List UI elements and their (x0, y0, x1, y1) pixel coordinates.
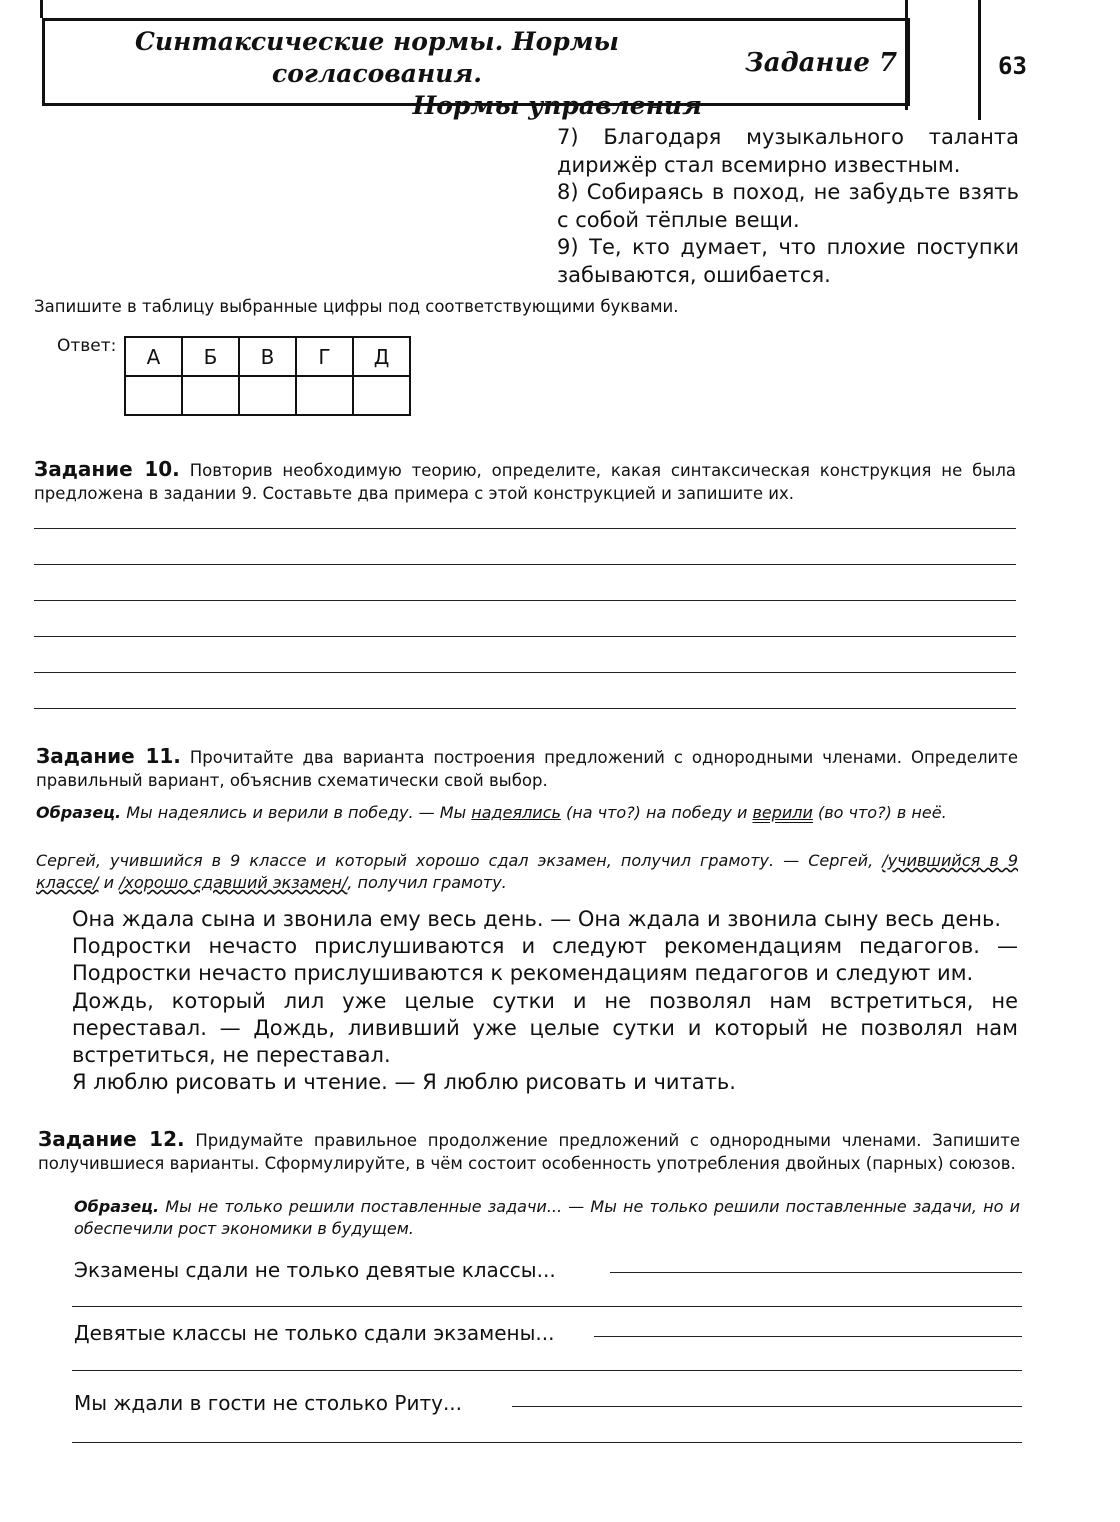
prompt-sentence: Мы ждали в гости не столько Риту... (74, 1391, 463, 1415)
sample-text: и (103, 873, 115, 892)
task-heading: Задание 11. (36, 744, 181, 768)
instruction: Запишите в таблицу выбранные цифры под соответствующими буквами. (34, 297, 679, 316)
task-text: Прочитайте два варианта построения предложений с однородными членами. Определите правильный вариант, объяснив схематически свой выбор. (36, 748, 1018, 790)
answer-cell[interactable] (353, 376, 410, 415)
header-task-label: Задание 7 (745, 48, 898, 78)
answer-line[interactable] (34, 528, 1016, 529)
task-text: Придумайте правильное продолжение предложений с однородными членами. Запишите получившиеся варианты. Сформулируйте, в чём состоит особенность употребления двойных (парных) союзов. (38, 1131, 1020, 1173)
sample-text: Мы не только решили поставленные задачи... — Мы не только решили поставленные задачи, но и обеспечили рост экономики в будущем. (74, 1197, 1020, 1238)
answer-header: Г (296, 337, 353, 376)
sample-label: Образец. (36, 803, 122, 822)
sample-underlined: верили (752, 803, 813, 822)
task-heading: Задание 12. (38, 1127, 185, 1151)
task11-sample (36, 802, 1018, 824)
answer-line[interactable] (34, 564, 1016, 565)
sample-underlined: /учившийся в 9 классе/ (36, 851, 1019, 892)
sentence: Она ждала сына и звонила ему весь день. — Она ждала и звонила сыну весь день. (72, 907, 1002, 931)
answer-line[interactable] (34, 708, 1016, 709)
sample-text: (во что?) в неё. (817, 803, 947, 822)
answer-line[interactable] (72, 1370, 1022, 1371)
list-item: 9) Те, кто думает, что плохие поступки забываются, ошибается. (557, 235, 1019, 287)
answer-cell[interactable] (182, 376, 239, 415)
answer-line[interactable] (594, 1336, 1022, 1337)
task-heading: Задание 10. (34, 457, 180, 481)
prompt-sentence: Экзамены сдали не только девятые классы... (74, 1258, 556, 1282)
answer-cell[interactable] (296, 376, 353, 415)
answer-cell[interactable] (125, 376, 182, 415)
answer-line[interactable] (610, 1272, 1022, 1273)
answer-header: Д (353, 337, 410, 376)
sample-underlined: /хорошо сдавший экзамен/ (119, 873, 348, 892)
answer-label: Ответ: (57, 336, 117, 356)
page-title (52, 26, 702, 122)
task10 (34, 458, 1016, 505)
sentence: Я люблю рисовать и чтение. — Я люблю рисовать и читать. (72, 1070, 736, 1094)
answer-table (124, 336, 411, 416)
answer-line[interactable] (34, 600, 1016, 601)
task12-sample (74, 1196, 1020, 1240)
title-line-2: Нормы управления (412, 91, 702, 120)
items-list (557, 124, 1019, 289)
answer-line[interactable] (72, 1442, 1022, 1443)
page-edge-rule (978, 0, 981, 120)
answer-header: А (125, 337, 182, 376)
list-item: 7) Благодаря музыкального таланта дирижёр стал всемирно известным. (557, 125, 1019, 177)
sentence: Дождь, который лил уже целые сутки и не позволял нам встретиться, не переставал. — Дождь, лививший уже целые сутки и который не позволял нам встретиться, не переставал. (72, 989, 1018, 1068)
sample-label: Образец. (74, 1197, 160, 1216)
sample-text: Мы надеялись и верили в победу. — Мы (126, 803, 467, 822)
sample-text: , получил грамоту. (347, 873, 507, 892)
prompt-sentence: Девятые классы не только сдали экзамены... (74, 1321, 555, 1345)
task11-sample-2 (36, 850, 1018, 894)
page-edge-rule (40, 0, 43, 18)
task11 (36, 745, 1018, 792)
sample-underlined: надеялись (471, 803, 561, 822)
task-text: Повторив необходимую теорию, определите, какая синтаксическая конструкция не была предложена в задании 9. Составьте два примера с этой конструкцией и запишите их. (34, 461, 1016, 503)
task12 (38, 1128, 1020, 1175)
answer-header: В (239, 337, 296, 376)
list-item: 8) Собираясь в поход, не забудьте взять с собой тёплые вещи. (557, 180, 1019, 232)
sample-text: Сергей, учившийся в 9 классе и который хорошо сдал экзамен, получил грамоту. — Сергей, (36, 851, 874, 870)
title-line-1: Синтаксические нормы. Нормы согласования. (135, 27, 619, 88)
page-number: 63 (998, 52, 1027, 80)
answer-line[interactable] (512, 1406, 1022, 1407)
answer-header: Б (182, 337, 239, 376)
answer-line[interactable] (72, 1306, 1022, 1307)
answer-line[interactable] (34, 636, 1016, 637)
sentence: Подростки нечасто прислушиваются и следуют рекомендациям педагогов. — Подростки нечасто прислушиваются к рекомендациям педагогов и следуют им. (72, 934, 1018, 986)
sample-text: (на что?) на победу и (566, 803, 748, 822)
answer-line[interactable] (34, 672, 1016, 673)
answer-cell[interactable] (239, 376, 296, 415)
